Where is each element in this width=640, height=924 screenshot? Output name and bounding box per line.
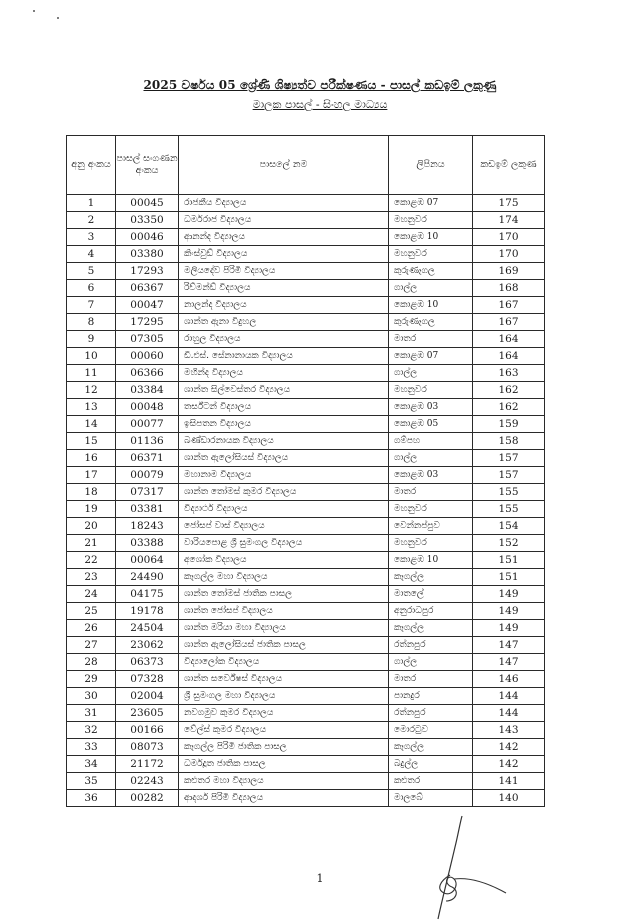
table-row	[67, 416, 545, 433]
cell-address: කොළඹ 10	[389, 297, 473, 314]
document-subtitle: ම‍ාලක පාසල් - සිංහල මාධ්‍යය	[252, 98, 388, 111]
cell-serial-no: 18	[67, 484, 116, 501]
cell-cutoff-marks: 155	[473, 484, 545, 501]
results-table	[66, 135, 545, 807]
cell-cutoff-marks: 142	[473, 756, 545, 773]
cell-address: බදුල්ල	[389, 756, 473, 773]
cell-school-code: 03388	[116, 535, 179, 552]
cell-cutoff-marks: 158	[473, 433, 545, 450]
cell-school-name: ශාන්ත සර්වේෂස් විද්‍යාලය	[179, 671, 389, 688]
cell-address: මහනුවර	[389, 382, 473, 399]
cell-serial-no: 35	[67, 773, 116, 790]
cell-serial-no: 15	[67, 433, 116, 450]
cell-serial-no: 10	[67, 348, 116, 365]
cell-cutoff-marks: 167	[473, 314, 545, 331]
scan-speck	[33, 10, 35, 12]
cell-serial-no: 13	[67, 399, 116, 416]
cell-serial-no: 19	[67, 501, 116, 518]
cell-address: මාතලේ	[389, 586, 473, 603]
cell-address: කුරුණෑගල	[389, 314, 473, 331]
cell-school-name: තර්ස්ටන් විද්‍යාලය	[179, 399, 389, 416]
cell-school-code: 23062	[116, 637, 179, 654]
cell-school-code: 18243	[116, 518, 179, 535]
cell-serial-no: 34	[67, 756, 116, 773]
cell-serial-no: 22	[67, 552, 116, 569]
cell-serial-no: 30	[67, 688, 116, 705]
table-row	[67, 552, 545, 569]
cell-address: කෑගල්ල	[389, 739, 473, 756]
cell-address: වෙන්නප්පුව	[389, 518, 473, 535]
cell-school-name: මහින්ද විද්‍යාලය	[179, 365, 389, 382]
cell-serial-no: 25	[67, 603, 116, 620]
cell-school-name: ශාන්ත ඇනා විදුහල	[179, 314, 389, 331]
cell-school-code: 00047	[116, 297, 179, 314]
cell-school-code: 03381	[116, 501, 179, 518]
cell-address: රත්නපුර	[389, 705, 473, 722]
cell-school-name: වේල්ස් කුමර විද්‍යාලය	[179, 722, 389, 739]
cell-cutoff-marks: 157	[473, 450, 545, 467]
table-header-row	[67, 136, 545, 195]
table-row	[67, 212, 545, 229]
table-body	[67, 195, 545, 807]
cell-school-name: ඉසිපතන විද්‍යාලය	[179, 416, 389, 433]
cell-serial-no: 6	[67, 280, 116, 297]
cell-school-code: 01136	[116, 433, 179, 450]
cell-cutoff-marks: 155	[473, 501, 545, 518]
cell-cutoff-marks: 142	[473, 739, 545, 756]
column-header-address: ලිපිනය	[389, 136, 473, 195]
cell-serial-no: 2	[67, 212, 116, 229]
cell-cutoff-marks: 149	[473, 620, 545, 637]
cell-school-name: ශාන්ත ඇලෝසියස් ජාතික පාසල	[179, 637, 389, 654]
cell-serial-no: 29	[67, 671, 116, 688]
cell-address: පානදුර	[389, 688, 473, 705]
cell-address: කළුතර	[389, 773, 473, 790]
cell-school-code: 03384	[116, 382, 179, 399]
cell-address: මාතර	[389, 331, 473, 348]
table-row	[67, 467, 545, 484]
cell-school-code: 07317	[116, 484, 179, 501]
table-row	[67, 688, 545, 705]
cell-cutoff-marks: 152	[473, 535, 545, 552]
column-header-serial-no: අනු අංකය	[67, 136, 116, 195]
cell-school-code: 07305	[116, 331, 179, 348]
page-number: 1	[316, 872, 324, 885]
table-row	[67, 314, 545, 331]
cell-school-code: 17293	[116, 263, 179, 280]
table-row	[67, 535, 545, 552]
cell-address: ගම්පහ	[389, 433, 473, 450]
cell-school-name: රාජකීය විද්‍යාලය	[179, 195, 389, 212]
document-title: 2025 වර්ෂය 05 ශ්‍රේණි ශිෂ්‍යත්ව පරීක්ෂණය - පාසල් කඩඉම් ලකුණු	[143, 78, 497, 92]
cell-address: කොළඹ 03	[389, 467, 473, 484]
cell-serial-no: 36	[67, 790, 116, 807]
cell-school-name: කිංස්වුඩ් විද්‍යාලය	[179, 246, 389, 263]
cell-cutoff-marks: 164	[473, 331, 545, 348]
cell-address: ගාල්ල	[389, 654, 473, 671]
cell-school-code: 00166	[116, 722, 179, 739]
cell-school-code: 08073	[116, 739, 179, 756]
table-row	[67, 654, 545, 671]
cell-cutoff-marks: 163	[473, 365, 545, 382]
cell-serial-no: 31	[67, 705, 116, 722]
cell-school-name: මලියදේව පිරිමි විද්‍යාලය	[179, 263, 389, 280]
cell-school-name: ශාන්ත ඇලෝසියස් විද්‍යාලය	[179, 450, 389, 467]
column-header-school-code: පාසල් සංගණන අංකය	[116, 136, 179, 195]
cell-school-code: 03380	[116, 246, 179, 263]
cell-serial-no: 26	[67, 620, 116, 637]
table-row	[67, 263, 545, 280]
cell-school-name: ඩී.එස්. සේනානායක විද්‍යාලය	[179, 348, 389, 365]
cell-school-code: 00045	[116, 195, 179, 212]
cell-cutoff-marks: 144	[473, 705, 545, 722]
cell-school-name: ශාන්ත තෝමස් කුමර විද්‍යාලය	[179, 484, 389, 501]
cell-cutoff-marks: 141	[473, 773, 545, 790]
cell-school-code: 21172	[116, 756, 179, 773]
cell-school-code: 24504	[116, 620, 179, 637]
cell-cutoff-marks: 144	[473, 688, 545, 705]
table-row	[67, 773, 545, 790]
cell-school-code: 19178	[116, 603, 179, 620]
cell-school-name: කෑගල්ල මහා විද්‍යාලය	[179, 569, 389, 586]
cell-school-name: ශ්‍රී සුමංගල මහා විද්‍යාලය	[179, 688, 389, 705]
cell-school-code: 00282	[116, 790, 179, 807]
cell-address: මහනුවර	[389, 212, 473, 229]
cell-school-name: රාහුල විද්‍යාලය	[179, 331, 389, 348]
cell-school-name: ශාන්ත සිල්වෙස්තර විද්‍යාලය	[179, 382, 389, 399]
cell-address: කුරුණෑගල	[389, 263, 473, 280]
table-row	[67, 348, 545, 365]
cell-serial-no: 12	[67, 382, 116, 399]
table-row	[67, 382, 545, 399]
table-row	[67, 620, 545, 637]
cell-cutoff-marks: 162	[473, 399, 545, 416]
cell-serial-no: 21	[67, 535, 116, 552]
cell-serial-no: 8	[67, 314, 116, 331]
cell-school-name: ආනන්ද විද්‍යාලය	[179, 229, 389, 246]
cell-address: අනුරාධපුර	[389, 603, 473, 620]
cell-address: ගාල්ල	[389, 450, 473, 467]
cell-cutoff-marks: 151	[473, 552, 545, 569]
cell-school-code: 02243	[116, 773, 179, 790]
cell-school-name: වාරියපොළ ශ්‍රී සුමංගල විද්‍යාලය	[179, 535, 389, 552]
cell-address: කොළඹ 10	[389, 229, 473, 246]
cell-school-code: 06371	[116, 450, 179, 467]
cell-school-name: ආදර්ශ පිරිමි විද්‍යාලය	[179, 790, 389, 807]
cell-school-name: ශාන්ත තෝමස් ජාතික පාසල	[179, 586, 389, 603]
cell-cutoff-marks: 149	[473, 586, 545, 603]
cell-school-code: 07328	[116, 671, 179, 688]
table-row	[67, 518, 545, 535]
cell-address: කෑගල්ල	[389, 620, 473, 637]
cell-school-code: 03350	[116, 212, 179, 229]
cell-cutoff-marks: 169	[473, 263, 545, 280]
cell-address: මාලබේ	[389, 790, 473, 807]
cell-cutoff-marks: 154	[473, 518, 545, 535]
table-row	[67, 790, 545, 807]
table-row	[67, 195, 545, 212]
cell-school-name: කෑගල්ල පිරිමි ජාතික පාසල	[179, 739, 389, 756]
table-row	[67, 569, 545, 586]
cell-address: මොරටුව	[389, 722, 473, 739]
cell-school-name: කළුතර මහා විද්‍යාලය	[179, 773, 389, 790]
cell-address: මාතර	[389, 671, 473, 688]
cell-cutoff-marks: 168	[473, 280, 545, 297]
table-row	[67, 722, 545, 739]
cell-cutoff-marks: 170	[473, 246, 545, 263]
cell-school-code: 23605	[116, 705, 179, 722]
cell-cutoff-marks: 167	[473, 297, 545, 314]
cell-serial-no: 3	[67, 229, 116, 246]
table-row	[67, 586, 545, 603]
cell-address: කොළඹ 03	[389, 399, 473, 416]
cell-serial-no: 32	[67, 722, 116, 739]
cell-school-name: ශාන්ත මරියා මහා විද්‍යාලය	[179, 620, 389, 637]
cell-school-name: ධර්මරාජ විද්‍යාලය	[179, 212, 389, 229]
cell-school-code: 24490	[116, 569, 179, 586]
cell-school-name: නවගමුව කුමර විද්‍යාලය	[179, 705, 389, 722]
cell-school-code: 00046	[116, 229, 179, 246]
cell-school-code: 06367	[116, 280, 179, 297]
cell-address: කොළඹ 07	[389, 195, 473, 212]
cell-cutoff-marks: 147	[473, 637, 545, 654]
cell-serial-no: 9	[67, 331, 116, 348]
table-row	[67, 501, 545, 518]
cell-cutoff-marks: 164	[473, 348, 545, 365]
table-row	[67, 756, 545, 773]
table-row	[67, 433, 545, 450]
cell-cutoff-marks: 174	[473, 212, 545, 229]
cell-cutoff-marks: 162	[473, 382, 545, 399]
cell-school-name: නාලන්ද විද්‍යාලය	[179, 297, 389, 314]
cell-cutoff-marks: 147	[473, 654, 545, 671]
cell-serial-no: 33	[67, 739, 116, 756]
cell-serial-no: 28	[67, 654, 116, 671]
cell-cutoff-marks: 157	[473, 467, 545, 484]
cell-school-code: 06373	[116, 654, 179, 671]
cell-school-name: මහානාම විද්‍යාලය	[179, 467, 389, 484]
cell-address: කොළඹ 07	[389, 348, 473, 365]
cell-cutoff-marks: 146	[473, 671, 545, 688]
cell-school-code: 02004	[116, 688, 179, 705]
table-row	[67, 399, 545, 416]
cell-serial-no: 7	[67, 297, 116, 314]
cell-address: මහනුවර	[389, 535, 473, 552]
column-header-school-name: පාසලේ නම	[179, 136, 389, 195]
cell-serial-no: 17	[67, 467, 116, 484]
cell-school-code: 06366	[116, 365, 179, 382]
cell-school-name: ධර්මදූත ජාතික පාසල	[179, 756, 389, 773]
cell-serial-no: 11	[67, 365, 116, 382]
table-row	[67, 637, 545, 654]
cell-school-code: 00077	[116, 416, 179, 433]
table-row	[67, 705, 545, 722]
cell-address: මාතර	[389, 484, 473, 501]
cell-address: ගාල්ල	[389, 365, 473, 382]
cell-school-name: ජෝසප් වාස් විද්‍යාලය	[179, 518, 389, 535]
cell-serial-no: 20	[67, 518, 116, 535]
cell-address: කොළඹ 10	[389, 552, 473, 569]
cell-cutoff-marks: 143	[473, 722, 545, 739]
cell-address: ගාල්ල	[389, 280, 473, 297]
table-row	[67, 297, 545, 314]
cell-cutoff-marks: 140	[473, 790, 545, 807]
cell-school-code: 00048	[116, 399, 179, 416]
cell-serial-no: 5	[67, 263, 116, 280]
cell-cutoff-marks: 159	[473, 416, 545, 433]
cell-school-code: 00060	[116, 348, 179, 365]
cell-cutoff-marks: 170	[473, 229, 545, 246]
cell-address: කොළඹ 05	[389, 416, 473, 433]
cell-school-name: ශාන්ත ජෝසප් විද්‍යාලය	[179, 603, 389, 620]
cell-cutoff-marks: 149	[473, 603, 545, 620]
cell-school-code: 00064	[116, 552, 179, 569]
cell-cutoff-marks: 151	[473, 569, 545, 586]
table-row	[67, 246, 545, 263]
signature-mark	[430, 815, 510, 920]
cell-address: කෑගල්ල	[389, 569, 473, 586]
cell-school-name: බණ්ඩාරනායක විද්‍යාලය	[179, 433, 389, 450]
cell-school-name: විද්‍යාලෝක විද්‍යාලය	[179, 654, 389, 671]
cell-cutoff-marks: 175	[473, 195, 545, 212]
table-row	[67, 331, 545, 348]
table-row	[67, 450, 545, 467]
cell-serial-no: 27	[67, 637, 116, 654]
column-header-cutoff-marks: කඩඉම් ලකුණ	[473, 136, 545, 195]
table-row	[67, 739, 545, 756]
cell-school-name: අශෝක විද්‍යාලය	[179, 552, 389, 569]
cell-address: රත්නපුර	[389, 637, 473, 654]
table-row	[67, 484, 545, 501]
cell-serial-no: 23	[67, 569, 116, 586]
cell-school-code: 04175	[116, 586, 179, 603]
cell-serial-no: 14	[67, 416, 116, 433]
cell-serial-no: 24	[67, 586, 116, 603]
scan-speck	[57, 17, 59, 19]
table-row	[67, 229, 545, 246]
cell-serial-no: 4	[67, 246, 116, 263]
cell-serial-no: 16	[67, 450, 116, 467]
cell-address: මහනුවර	[389, 246, 473, 263]
cell-address: මහනුවර	[389, 501, 473, 518]
table-row	[67, 671, 545, 688]
table-row	[67, 365, 545, 382]
cell-serial-no: 1	[67, 195, 116, 212]
cell-school-code: 17295	[116, 314, 179, 331]
cell-school-code: 00079	[116, 467, 179, 484]
table-row	[67, 603, 545, 620]
cell-school-name: විද්‍යාර්ථ විද්‍යාලය	[179, 501, 389, 518]
table-row	[67, 280, 545, 297]
cell-school-name: රිච්මන්ඩ් විද්‍යාලය	[179, 280, 389, 297]
